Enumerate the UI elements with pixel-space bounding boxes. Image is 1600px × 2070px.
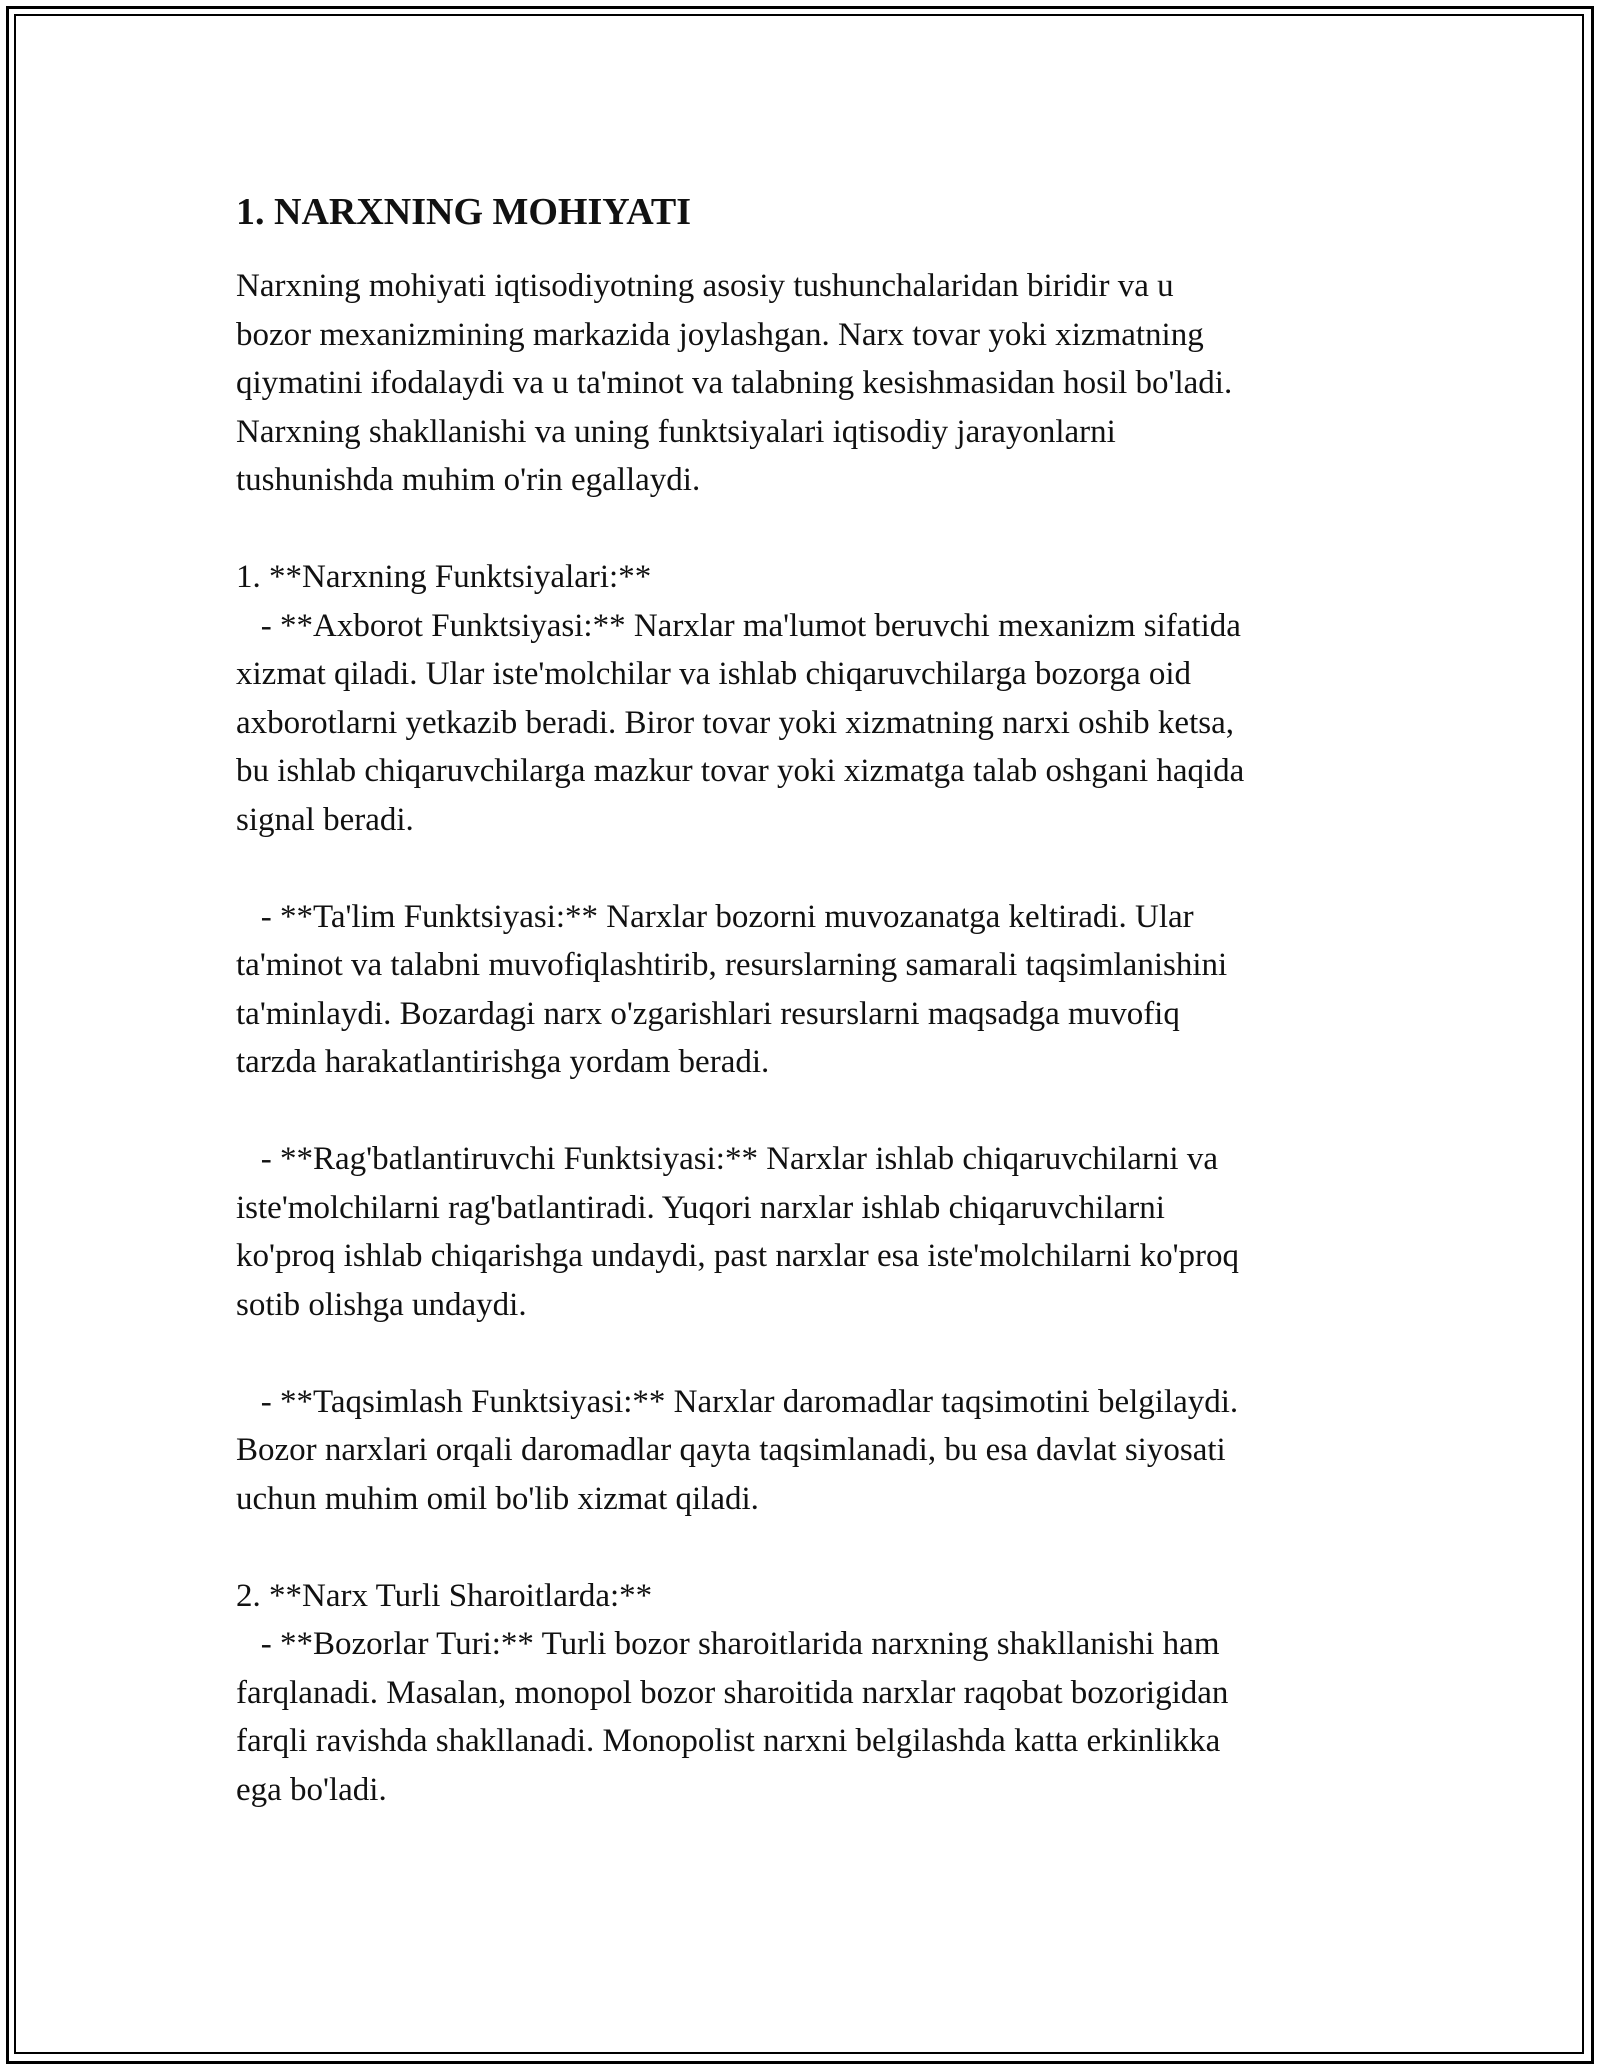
paragraph-spacer bbox=[236, 1329, 1376, 1378]
intro-paragraph: Narxning mohiyati iqtisodiyotning asosiy tushunchalaridan biridir va u bozor mexanizmining markazida joylashgan. Narx tovar yoki xizmatning qiymatini ifodalaydi va u ta'minot va talabning kesishmasidan hosil bo'ladi. Narxning shakllanishi va uning funktsiyalari iqtisodiy jarayonlarni tushunishda muhim o'rin egallaydi. bbox=[236, 268, 1233, 498]
section-1-item-talim: - **Ta'lim Funktsiyasi:** Narxlar bozorni muvozanatga keltiradi. Ular ta'minot va talabni muvofiqlashtirib, resurslarning samarali taqsimlanishini ta'minlaydi. Bozardagi narx o'zgarishlari resurslarni maqsadga muvofiq tarzda harakatlantirishga yordam beradi. bbox=[236, 898, 1228, 1080]
paragraph-spacer bbox=[236, 1523, 1376, 1572]
section-1-item-taqsimlash: - **Taqsimlash Funktsiyasi:** Narxlar daromadlar taqsimotini belgilaydi. Bozor narxlari orqali daromadlar qayta taqsimlanadi, bu esa davlat siyosati uchun muhim omil bo'lib xizmat qiladi. bbox=[236, 1383, 1239, 1517]
paragraph-spacer bbox=[236, 844, 1376, 893]
section-1-title: 1. **Narxning Funktsiyalari:** bbox=[236, 559, 652, 595]
page-title: 1. NARXNING MOHIYATI bbox=[236, 191, 691, 233]
paragraph-spacer bbox=[236, 505, 1376, 554]
section-2-item-bozorlar-turi: - **Bozorlar Turi:** Turli bozor sharoitlarida narxning shakllanishi ham farqlanadi. Masalan, monopol bozor sharoitida narxlar raqobat bozorigidan farqli ravishda shakllanadi. Monopolist narxni belgilashda katta erkinlikka ega bo'ladi. bbox=[236, 1626, 1229, 1808]
section-1-item-axborot: - **Axborot Funktsiyasi:** Narxlar ma'lumot beruvchi mexanizm sifatida xizmat qiladi. Ular iste'molchilar va ishlab chiqaruvchilarga bozorga oid axborotlarni yetkazib beradi. Biror tovar yoki xizmatning narxi oshib ketsa, bu ishlab chiqaruvchilarga mazkur tovar yoki xizmatga talab oshgani haqida signal beradi. bbox=[236, 607, 1245, 838]
section-1-item-ragbatlantiruvchi: - **Rag'batlantiruvchi Funktsiyasi:** Narxlar ishlab chiqaruvchilarni va iste'molchilarni rag'batlantiradi. Yuqori narxlar ishlab chiqaruvchilarni ko'proq ishlab chiqarishga undaydi, past narxlar esa iste'molchilarni ko'proq sotib olishga undaydi. bbox=[236, 1141, 1240, 1323]
paragraph-spacer bbox=[236, 1087, 1376, 1136]
section-2-title: 2. **Narx Turli Sharoitlarda:** bbox=[236, 1577, 653, 1614]
document-body bbox=[236, 188, 1376, 1814]
